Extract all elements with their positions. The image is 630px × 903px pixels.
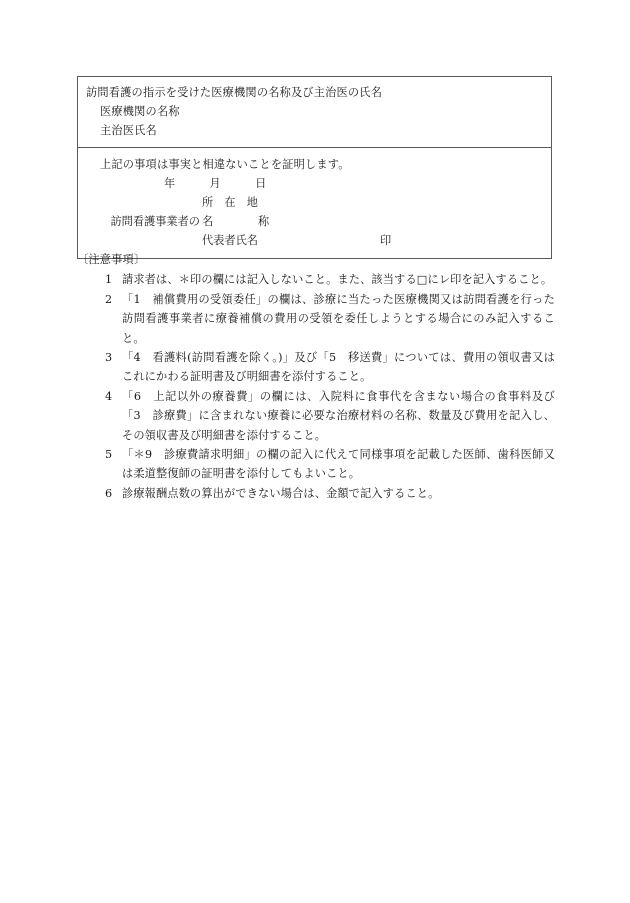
note-number: 3 <box>105 351 113 365</box>
notes-section <box>77 250 555 503</box>
form-section-attestation <box>78 147 551 258</box>
seal-label: 印 <box>379 234 392 247</box>
note-item <box>77 445 555 484</box>
note-text: 「4 看護料(訪問看護を除く。)」及び「5 移送費」については、費用の領収書又はこれにかわる証明書及び明細書を添付すること。 <box>122 351 555 384</box>
note-number: 1 <box>105 273 113 287</box>
note-text: 「＊9 診療費請求明細」の欄の記入に代えて同様事項を記載した医師、歯科医師又は柔道整復師の証明書を添付してもよいこと。 <box>122 448 555 481</box>
note-text: 「1 補償費用の受領委任」の欄は、診療に当たった医療機関又は訪問看護を行った訪問看護事業者に療養補償の費用の受領を委任しようとする場合にのみ記入すること。 <box>122 292 555 345</box>
note-item <box>77 270 555 289</box>
medical-institution-name-label: 医療機関の名称 <box>100 105 180 118</box>
note-number: 4 <box>105 389 113 403</box>
note-text: 診療報酬点数の算出ができない場合は、金額で記入すること。 <box>122 486 440 500</box>
attestation-statement: 上記の事項は事実と相違ないことを証明します。 <box>100 158 350 171</box>
note-number: 6 <box>105 486 113 500</box>
address-row <box>86 193 543 212</box>
note-text: 「6 上記以外の療養費」の欄には、入院料に食事代を含まない場合の食事料及び「3 診療費」に含まれない療養に必要な治療材料の名称、数量及び費用を記入し、その領収書及び明細書を添付すること。 <box>122 389 555 442</box>
form-section-medical-institution <box>78 77 551 147</box>
note-item <box>77 290 555 348</box>
representative-row <box>86 231 543 250</box>
notes-title: 〔注意事項〕 <box>77 253 146 266</box>
note-item <box>77 348 555 387</box>
provider-name-row <box>86 212 543 231</box>
provider-prefix-label: 訪問看護事業者の <box>110 215 200 228</box>
date-line: 年 月 日 <box>164 177 267 190</box>
note-text: 請求者は、＊印の欄には記入しないこと。また、該当する□にレ印を記入すること。 <box>122 273 553 287</box>
medical-institution-heading: 訪問看護の指示を受けた医療機関の名称及び主治医の氏名 <box>86 86 383 99</box>
attending-physician-name-label: 主治医氏名 <box>100 124 157 137</box>
representative-name-label: 代表者氏名 <box>202 234 258 247</box>
address-label: 所 在 地 <box>202 196 258 209</box>
note-number: 2 <box>105 292 113 306</box>
certification-form-table <box>77 76 552 259</box>
note-item <box>77 387 555 445</box>
note-number: 5 <box>105 448 113 462</box>
provider-name-label: 名 称 <box>202 215 270 228</box>
note-item <box>77 484 555 503</box>
